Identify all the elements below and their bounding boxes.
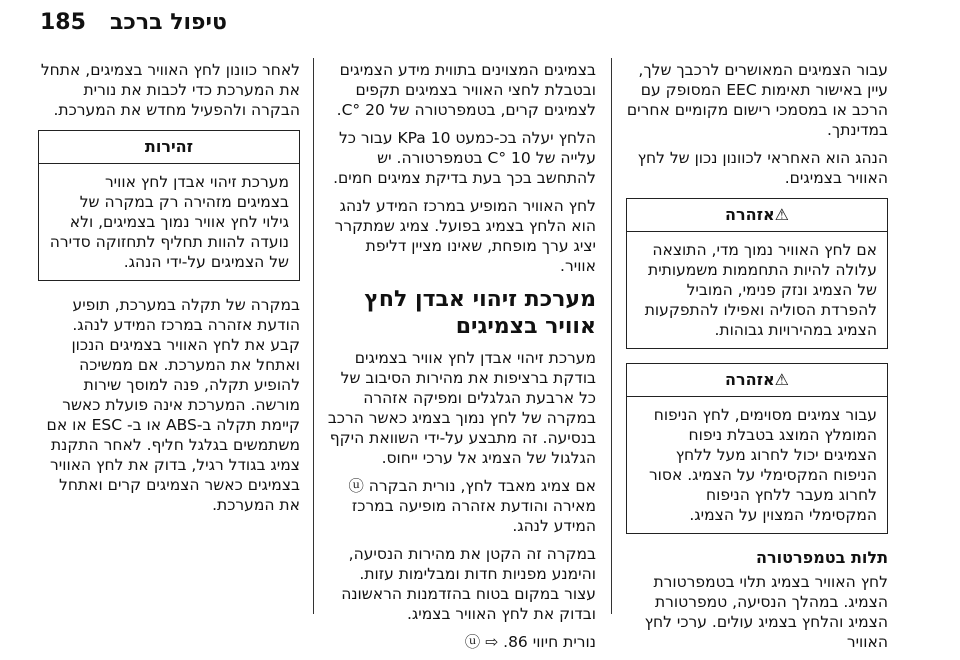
section-title: טיפול ברכב: [110, 10, 227, 35]
temperature-dependence-heading: תלות בטמפרטורה: [756, 548, 888, 567]
cold-tire-paragraph: בצמיגים המצוינים בתווית מידע הצמיגים ובטבלת לחצי האוויר בצמיגים תקפים לצמיגים קרים, בטמפרטורה של 20 °C.: [336, 61, 596, 119]
page-number: 185: [40, 10, 86, 35]
warning-triangle-icon: ⚠: [774, 205, 789, 224]
column-left: [38, 60, 300, 523]
system-fault-paragraph: במקרה של תקלה במערכת, תופיע הודעת אזהרה במרכז המידע לנהג. קבע את לחץ האוויר בצמיגים הנכון ואתחל את המערכת. אם ממשיכה להופיע תקלה, פנה למוסך שירות מורשה. המערכת אינה פועלת כאשר קיימת תקלה ב-ABS או ב- ESC או אם משתמשים בגלגל חליף. לאחר התקנת צמיג בגודל רגיל, בדוק את לחץ האוויר בצמיגים כאשר הצמיגים קרים ואתחל את המערכת.: [46, 296, 300, 514]
tire-approval-paragraph: עבור הצמיגים המאושרים לרכבך שלך, עיין באישור תאימות EEC המסופק עם הרכב או במסמכי רישום מקומיים אחרים במדינתך.: [626, 61, 888, 139]
reset-system-paragraph: לאחר כוונון לחץ האוויר בצמיגים, אתחל את המערכת כדי לכבות את נורית הבקרה ולהפעיל מחדש את המערכת.: [40, 61, 300, 119]
pressure-rise-paragraph: הלחץ יעלה בכ-כמעט 10 KPa עבור כל עלייה של 10 °C בטמפרטורה. יש להתחשב בכך בעת בדיקת צמיגים חמים.: [333, 129, 596, 187]
column-middle: [326, 60, 596, 660]
driver-responsibility-paragraph: הנהג הוא האחראי לכוונון נכון של לחץ האוויר בצמיגים.: [637, 149, 888, 187]
deflation-detection-heading: מערכת זיהוי אבדן לחץ אוויר בצמיגים: [364, 287, 596, 339]
column-divider: [611, 58, 612, 614]
warning-text: אם לחץ האוויר נמוך מדי, התוצאה עלולה להיות התחממות משמעותית של הצמיג ונזק פנימי, המוביל להפרדת הסוליה ואפילו להתפקעות הצמיג במהירויות גבוהות.: [644, 241, 877, 339]
warning-box-underinflation: [626, 198, 888, 349]
indicator-reference: נורית חיווי ⓤ ⇨ .86: [464, 633, 596, 651]
warning-box-max-pressure: [626, 363, 888, 534]
column-divider: [313, 58, 314, 614]
warning-text: עבור צמיגים מסוימים, לחץ הניפוח המומלץ המוצג בטבלת ניפוח הצמיגים יכול לחרוג מעל ללחץ הניפוח המקסימלי על הצמיג. אסור לחרוג מעבר ללחץ הניפוח המקסימלי המצוין על הצמיג.: [648, 406, 877, 524]
detection-system-paragraph: מערכת זיהוי אבדן לחץ אוויר בצמיגים בודקת ברציפות את מהירות הסיבוב של כל ארבעת הגלגלים ומפיקה אזהרה במקרה של לחץ נמוך בצמיג כאשר הרכב בנסיעה. זה מתבצע על-ידי השוואת היקף הגלגול של הצמיג אל ערכי ייחוס.: [327, 349, 596, 467]
warning-heading: [627, 199, 887, 232]
reduce-speed-paragraph: במקרה זה הקטן את מהירות הנסיעה, והימנע מפניות חדות ומבלימות עזות. עצור במקום בטוח בהזדמנות הראשונה ובדוק את לחץ האוויר בצמיג.: [341, 545, 596, 623]
caution-title: זהירות: [39, 131, 299, 164]
warning-heading: [627, 364, 887, 397]
dic-pressure-paragraph: לחץ האוויר המופיע במרכז המידע לנהג הוא הלחץ בצמיג בפועל. צמיג שמתקרר יציג ערך מופחת, שאינו מציין דליפת אוויר.: [334, 197, 596, 275]
caution-text: מערכת זיהוי אבדן לחץ אוויר בצמיגים מזהירה רק במקרה של גילוי לחץ אוויר נמוך בצמיגים, ולא נועדה להוות תחליף לתחזוקה סדירה של הצמיגים על-ידי הנהג.: [49, 173, 289, 271]
warning-title: אזהרה: [724, 205, 775, 224]
caution-box: [38, 130, 300, 281]
control-indicator-paragraph: אם צמיג מאבד לחץ, נורית הבקרה ⓤ מאירה והודעת אזהרה מופיעה במרכז המידע לנהג.: [348, 477, 596, 535]
temperature-paragraph: לחץ האוויר בצמיג תלוי בטמפרטורת הצמיג. במהלך הנסיעה, טמפרטורת הצמיג והלחץ בצמיג עולים. ערכי לחץ האוויר: [644, 573, 888, 651]
column-right: [626, 60, 888, 660]
warning-title: אזהרה: [724, 370, 775, 389]
warning-triangle-icon: ⚠: [774, 370, 789, 389]
page-header: [0, 6, 960, 40]
